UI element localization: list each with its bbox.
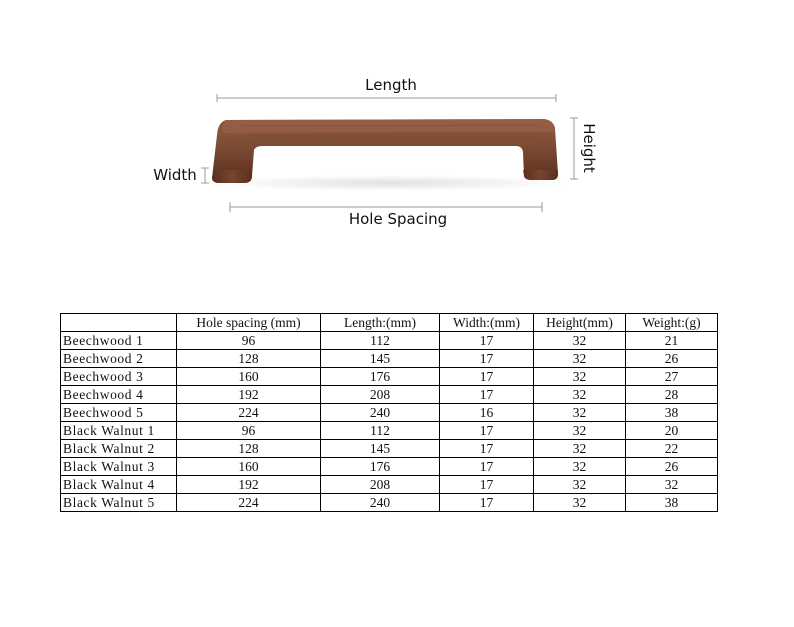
hole-spacing-cell: 192: [177, 476, 321, 494]
width-cell: 17: [440, 440, 534, 458]
height-cell: 32: [534, 440, 626, 458]
weight-cell: 20: [626, 422, 718, 440]
hole-spacing-cell: 96: [177, 422, 321, 440]
weight-cell: 27: [626, 368, 718, 386]
length-cell: 176: [321, 458, 440, 476]
table-header-row: [61, 314, 718, 332]
height-cell: 32: [534, 404, 626, 422]
wooden-handle-image: [212, 119, 558, 183]
table-row: [61, 332, 718, 350]
hole-spacing-label: Hole Spacing: [348, 210, 448, 228]
table-row: [61, 404, 718, 422]
height-cell: 32: [534, 422, 626, 440]
hole-spacing-cell: 128: [177, 440, 321, 458]
specification-table: [60, 313, 718, 512]
weight-cell: 38: [626, 494, 718, 512]
width-cell: 17: [440, 386, 534, 404]
column-header-hole-spacing: Hole spacing (mm): [177, 314, 321, 332]
hole-spacing-cell: 224: [177, 494, 321, 512]
column-header-width: Width:(mm): [440, 314, 534, 332]
weight-cell: 32: [626, 476, 718, 494]
row-name-cell: Black Walnut 4: [61, 476, 177, 494]
row-name-cell: Black Walnut 2: [61, 440, 177, 458]
length-cell: 208: [321, 476, 440, 494]
hole-spacing-cell: 160: [177, 368, 321, 386]
column-header-height: Height(mm): [534, 314, 626, 332]
height-cell: 32: [534, 458, 626, 476]
table-row: [61, 440, 718, 458]
hole-spacing-cell: 192: [177, 386, 321, 404]
hole-spacing-cell: 224: [177, 404, 321, 422]
height-cell: 32: [534, 332, 626, 350]
table-row: [61, 458, 718, 476]
table-row: [61, 422, 718, 440]
width-cell: 17: [440, 332, 534, 350]
width-cell: 16: [440, 404, 534, 422]
weight-cell: 26: [626, 458, 718, 476]
column-header-name: [61, 314, 177, 332]
weight-cell: 38: [626, 404, 718, 422]
length-cell: 240: [321, 494, 440, 512]
table-row: [61, 494, 718, 512]
length-cell: 145: [321, 440, 440, 458]
handle-dimension-diagram: [0, 0, 794, 250]
length-cell: 208: [321, 386, 440, 404]
width-cell: 17: [440, 476, 534, 494]
row-name-cell: Beechwood 3: [61, 368, 177, 386]
height-cell: 32: [534, 350, 626, 368]
length-label: Length: [365, 76, 417, 94]
weight-cell: 26: [626, 350, 718, 368]
table-row: [61, 386, 718, 404]
row-name-cell: Black Walnut 1: [61, 422, 177, 440]
row-name-cell: Beechwood 2: [61, 350, 177, 368]
length-cell: 112: [321, 422, 440, 440]
hole-spacing-cell: 96: [177, 332, 321, 350]
column-header-length: Length:(mm): [321, 314, 440, 332]
table-row: [61, 350, 718, 368]
hole-spacing-cell: 160: [177, 458, 321, 476]
weight-cell: 28: [626, 386, 718, 404]
row-name-cell: Beechwood 5: [61, 404, 177, 422]
column-header-weight: Weight:(g): [626, 314, 718, 332]
row-name-cell: Beechwood 1: [61, 332, 177, 350]
width-cell: 17: [440, 422, 534, 440]
row-name-cell: Black Walnut 5: [61, 494, 177, 512]
width-cell: 17: [440, 458, 534, 476]
width-label: Width: [153, 166, 197, 184]
length-cell: 145: [321, 350, 440, 368]
row-name-cell: Black Walnut 3: [61, 458, 177, 476]
width-cell: 17: [440, 368, 534, 386]
weight-cell: 21: [626, 332, 718, 350]
hole-spacing-cell: 128: [177, 350, 321, 368]
weight-cell: 22: [626, 440, 718, 458]
table-row: [61, 476, 718, 494]
table-row: [61, 368, 718, 386]
length-cell: 112: [321, 332, 440, 350]
height-cell: 32: [534, 476, 626, 494]
height-cell: 32: [534, 368, 626, 386]
width-cell: 17: [440, 350, 534, 368]
handle-shadow: [210, 175, 570, 191]
row-name-cell: Beechwood 4: [61, 386, 177, 404]
height-cell: 32: [534, 386, 626, 404]
length-cell: 240: [321, 404, 440, 422]
length-cell: 176: [321, 368, 440, 386]
width-cell: 17: [440, 494, 534, 512]
height-label: Height: [580, 123, 598, 173]
height-cell: 32: [534, 494, 626, 512]
